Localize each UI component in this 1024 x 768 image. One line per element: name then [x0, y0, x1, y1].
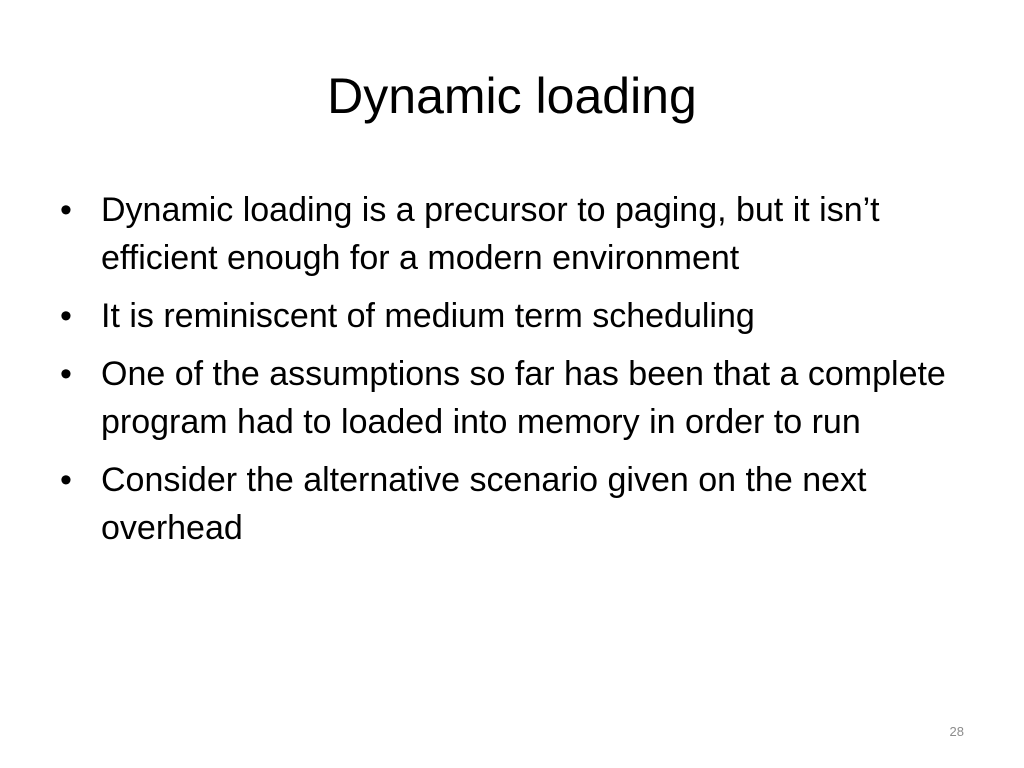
bullet-dot-icon: • — [60, 461, 72, 499]
bullet-dot-icon: • — [60, 191, 72, 229]
bullet-text: One of the assumptions so far has been that a complete program had to loaded into memory in order to run — [101, 355, 946, 441]
page-number: 28 — [949, 724, 964, 739]
bullet-dot-icon: • — [60, 297, 72, 335]
bullet-list — [56, 186, 976, 562]
bullet-item — [56, 292, 976, 340]
bullet-item — [56, 350, 976, 446]
slide-title: Dynamic loading — [327, 68, 697, 124]
bullet-text: Consider the alternative scenario given on the next overhead — [101, 461, 867, 547]
bullet-text: Dynamic loading is a precursor to paging, but it isn’t efficient enough for a modern environment — [101, 191, 880, 277]
bullet-item — [56, 456, 976, 552]
bullet-dot-icon: • — [60, 355, 72, 393]
bullet-text: It is reminiscent of medium term scheduling — [101, 297, 755, 335]
bullet-item — [56, 186, 976, 282]
